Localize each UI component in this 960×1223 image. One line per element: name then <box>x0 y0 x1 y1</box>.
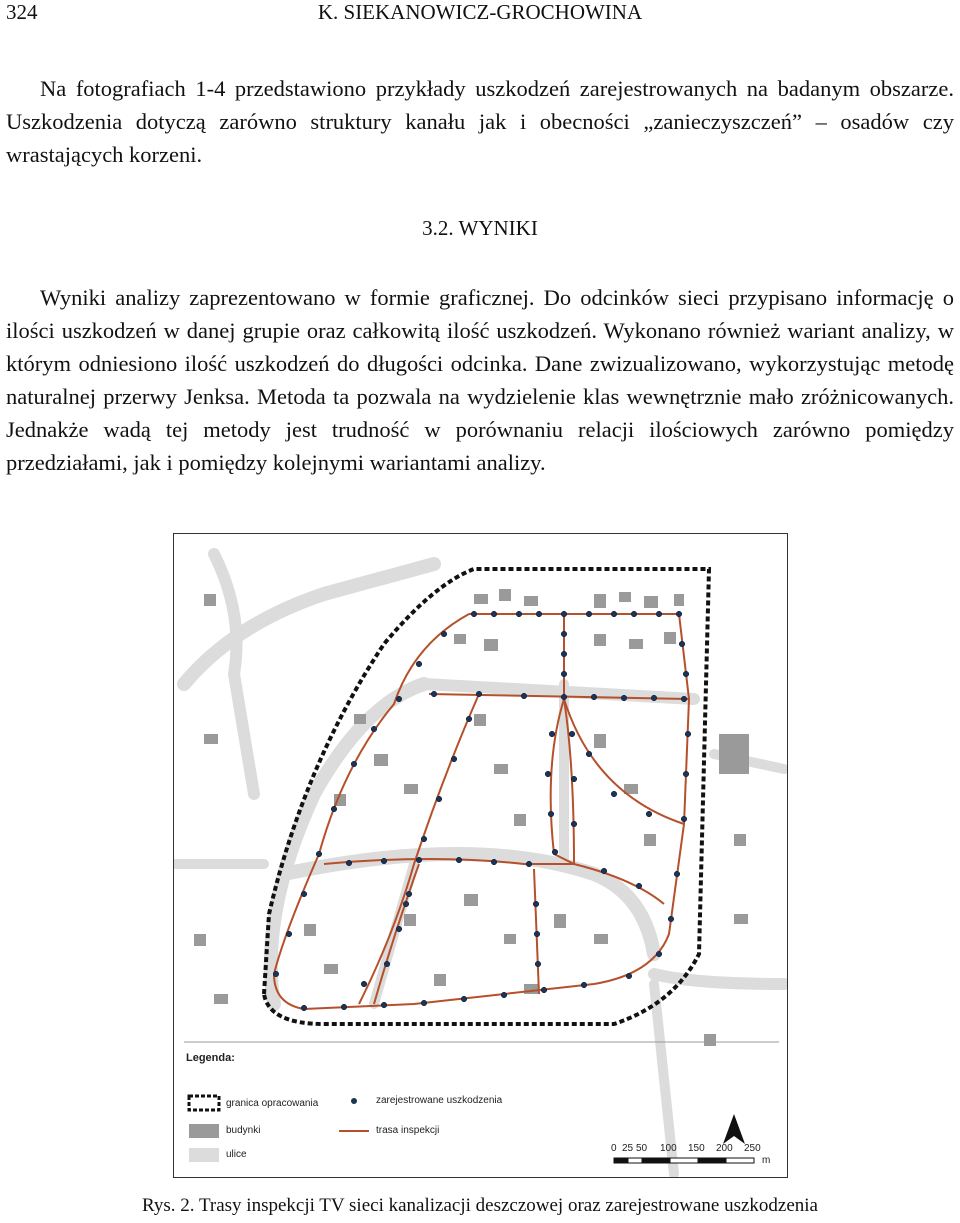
legend-boundary-swatch <box>189 1096 219 1110</box>
damage-dot <box>381 1002 387 1008</box>
scale-label: 250 <box>744 1143 761 1154</box>
building <box>619 592 631 602</box>
damage-dot <box>526 861 532 867</box>
building <box>594 934 608 944</box>
building <box>454 634 466 644</box>
damage-dot <box>451 756 457 762</box>
figure-caption: Rys. 2. Trasy inspekcji TV sieci kanalizacji deszczowej oraz zarejestrowane uszkodzenia <box>142 1195 818 1216</box>
damage-dot <box>651 695 657 701</box>
building <box>374 754 388 766</box>
building <box>594 594 606 608</box>
damage-dot <box>421 836 427 842</box>
building <box>674 594 684 606</box>
building <box>719 734 749 774</box>
damage-dot <box>273 971 279 977</box>
damage-dot <box>548 811 554 817</box>
inspection-routes <box>274 614 689 1009</box>
damage-dot <box>676 611 682 617</box>
damage-dot <box>552 849 558 855</box>
damage-dot <box>683 771 689 777</box>
damage-dot <box>681 696 687 702</box>
damage-dot <box>403 901 409 907</box>
scale-bar <box>614 1158 754 1163</box>
damage-dot <box>681 816 687 822</box>
damage-dot <box>476 691 482 697</box>
building <box>204 734 218 744</box>
building <box>494 764 508 774</box>
study-area-boundary <box>264 569 709 1024</box>
legend-label-boundary: granica opracowania <box>226 1098 319 1109</box>
damage-dot <box>491 859 497 865</box>
building <box>644 596 658 608</box>
legend-label-streets: ulice <box>226 1149 247 1160</box>
building <box>629 639 643 649</box>
damage-dot <box>371 726 377 732</box>
building <box>524 596 538 606</box>
damage-markers <box>273 611 691 1011</box>
building <box>484 639 498 651</box>
running-head: K. SIEKANOWICZ-GROCHOWINA <box>317 0 643 24</box>
damage-dot <box>535 961 541 967</box>
building <box>499 589 511 601</box>
damage-dot <box>406 891 412 897</box>
scale-label: 200 <box>716 1143 733 1154</box>
damage-dot <box>674 871 680 877</box>
legend-label-damages: zarejestrowane uszkodzenia <box>376 1095 503 1106</box>
building <box>504 934 516 944</box>
damage-dot <box>586 751 592 757</box>
damage-dot <box>656 611 662 617</box>
damage-dot <box>631 611 637 617</box>
damage-dot <box>431 691 437 697</box>
building <box>404 914 416 926</box>
damage-dot <box>569 731 575 737</box>
damage-dot <box>416 857 422 863</box>
damage-dot <box>396 696 402 702</box>
scale-label: 25 <box>622 1143 634 1154</box>
page-header <box>0 0 960 30</box>
section-title: 3.2. WYNIKI <box>422 216 538 240</box>
damage-dot <box>501 992 507 998</box>
building <box>514 814 526 826</box>
damage-dot <box>521 693 527 699</box>
damage-dot <box>396 926 402 932</box>
building <box>354 714 366 724</box>
damage-dot <box>646 811 652 817</box>
damage-dot <box>461 996 467 1002</box>
building <box>404 784 418 794</box>
damage-dot <box>381 858 387 864</box>
building <box>204 594 216 606</box>
scale-label: 0 <box>611 1143 617 1154</box>
streets-layer <box>174 554 784 1174</box>
damage-dot <box>471 611 477 617</box>
legend-building-swatch <box>189 1124 219 1138</box>
page-number: 324 <box>6 0 38 24</box>
damage-dot <box>591 694 597 700</box>
damage-dot <box>331 806 337 812</box>
damage-dot <box>668 916 674 922</box>
damage-dot <box>636 883 642 889</box>
damage-dot <box>561 651 567 657</box>
damage-dot <box>384 961 390 967</box>
building <box>474 714 486 726</box>
scale-unit: m <box>762 1155 771 1166</box>
damage-dot <box>571 821 577 827</box>
damage-dot <box>611 611 617 617</box>
damage-dot <box>611 791 617 797</box>
scale-label: 100 <box>660 1143 677 1154</box>
damage-dot <box>561 611 567 617</box>
damage-dot <box>561 694 567 700</box>
damage-dot <box>533 901 539 907</box>
paragraph-results: Wyniki analizy zaprezentowano w formie graficznej. Do odcinków sieci przypisano informację o ilości uszkodzeń w danej grupie oraz całkowitą ilość uszkodzeń. Wykonano również wariant analizy, w którym odniesiono ilość uszkodzeń do długości odcinka. Dane zwizualizowano, wykorzystując metodę naturalnej przerwy Jenksa. Metoda ta pozwala na wydzielenie klas wewnętrznie mało zróżnicowanych. Jednakże wadą tej metody jest trudność w porównaniu relacji ilościowych zarówno pomiędzy przedziałami, jak i pomiędzy kolejnymi wariantami analizy. <box>6 285 954 475</box>
paragraph-intro: Na fotografiach 1-4 przedstawiono przykłady uszkodzeń zarejestrowanych na badanym obszarze. Uszkodzenia dotyczą zarówno struktury kanału jak i obecności „zanieczyszczeń” – osadów czy wrastających korzeni. <box>6 76 954 167</box>
damage-dot <box>545 771 551 777</box>
damage-dot <box>601 868 607 874</box>
damage-dot <box>466 716 472 722</box>
damage-dot <box>361 981 367 987</box>
building <box>594 734 606 748</box>
building <box>734 914 748 924</box>
damage-dot <box>656 951 662 957</box>
damage-dot <box>586 611 592 617</box>
damage-dot <box>491 611 497 617</box>
legend-damage-swatch <box>351 1098 357 1104</box>
building <box>464 894 478 906</box>
building <box>594 634 606 646</box>
damage-dot <box>421 1000 427 1006</box>
street <box>271 684 424 1004</box>
building <box>194 934 206 946</box>
damage-dot <box>621 695 627 701</box>
damage-dot <box>301 891 307 897</box>
building <box>434 974 446 986</box>
damage-dot <box>301 1005 307 1011</box>
street <box>214 554 254 794</box>
building <box>734 834 746 846</box>
damage-dot <box>561 631 567 637</box>
damage-dot <box>416 661 422 667</box>
damage-dot <box>341 1004 347 1010</box>
damage-dot <box>626 973 632 979</box>
legend-title: Legenda: <box>186 1052 235 1064</box>
damage-dot <box>549 731 555 737</box>
damage-dot <box>516 611 522 617</box>
damage-dot <box>541 987 547 993</box>
damage-dot <box>683 671 689 677</box>
damage-dot <box>685 731 691 737</box>
legend-label-buildings: budynki <box>226 1125 261 1136</box>
damage-dot <box>351 761 357 767</box>
building <box>644 834 656 846</box>
street <box>654 974 784 984</box>
route-segment <box>564 699 684 824</box>
route-segment <box>274 614 469 974</box>
damage-dot <box>571 776 577 782</box>
damage-dot <box>316 851 322 857</box>
scale-label: 50 <box>636 1143 648 1154</box>
legend-street-swatch <box>189 1148 219 1162</box>
building <box>704 1034 716 1046</box>
scale-label: 150 <box>688 1143 705 1154</box>
damage-dot <box>286 931 292 937</box>
damage-dot <box>456 857 462 863</box>
damage-dot <box>436 796 442 802</box>
damage-dot <box>679 641 685 647</box>
building <box>554 914 566 928</box>
damage-dot <box>581 982 587 988</box>
north-arrow-icon <box>723 1114 745 1144</box>
damage-dot <box>534 931 540 937</box>
damage-dot <box>536 611 542 617</box>
building <box>304 924 316 936</box>
damage-dot <box>346 860 352 866</box>
map-figure <box>173 533 788 1178</box>
damage-dot <box>441 631 447 637</box>
building <box>664 632 676 644</box>
building <box>474 594 488 604</box>
map-canvas <box>174 534 788 1178</box>
building <box>324 964 338 974</box>
damage-dot <box>561 671 567 677</box>
legend-label-route: trasa inspekcji <box>376 1125 440 1136</box>
building <box>214 994 228 1004</box>
